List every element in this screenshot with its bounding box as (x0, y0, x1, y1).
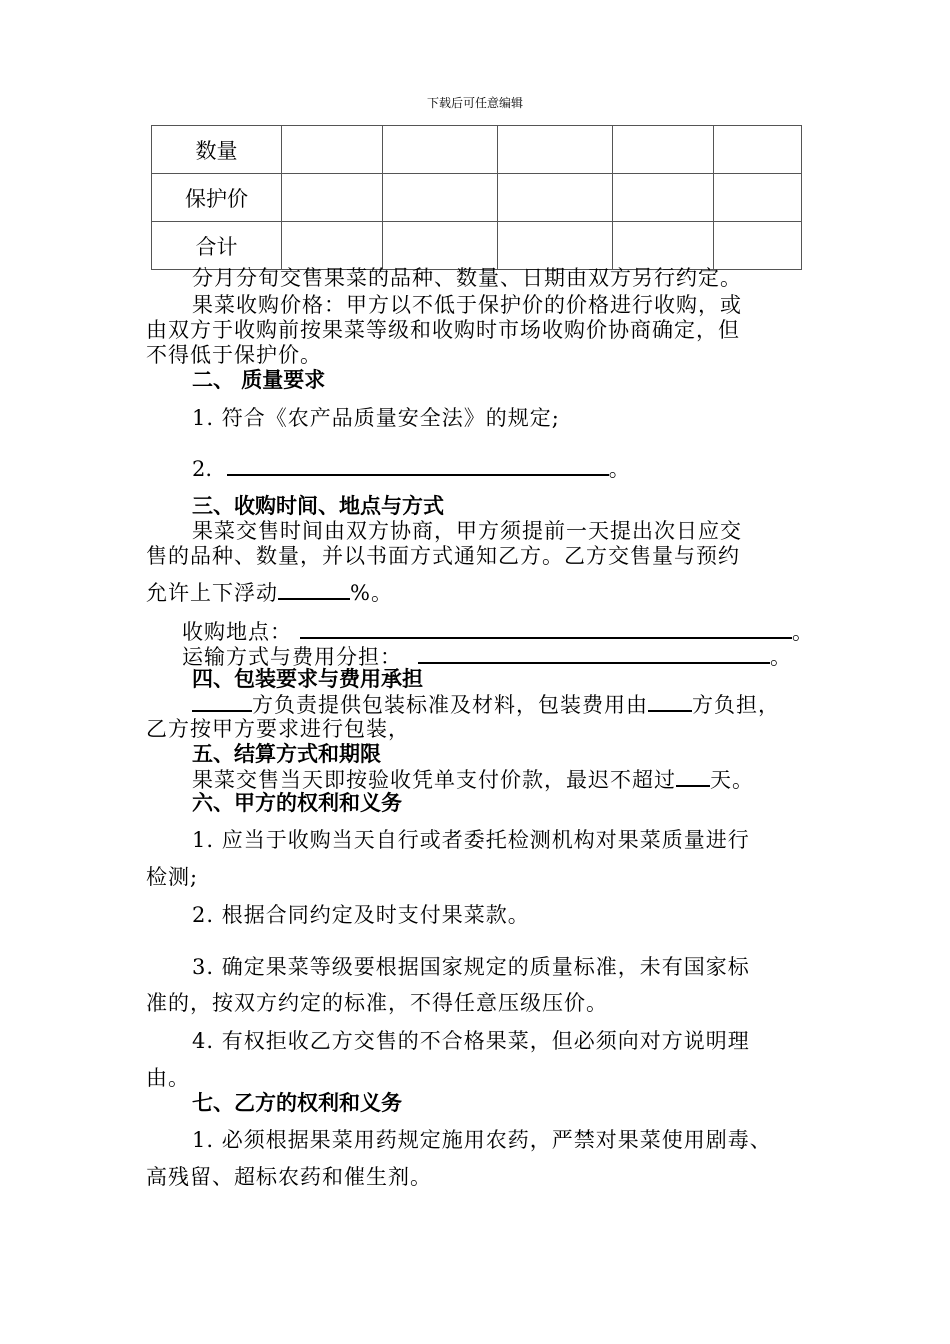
table-cell (714, 126, 802, 174)
table-cell (383, 174, 498, 222)
list-item-continued: 高残留、超标农药和催生剂。 (146, 1165, 432, 1189)
text: %。 (350, 581, 393, 605)
paragraph: 由双方于收购前按果菜等级和收购时市场收购价协商确定，但 (146, 318, 740, 342)
list-item-continued: 准的，按双方约定的标准，不得任意压级压价。 (146, 991, 608, 1015)
table-cell (613, 126, 714, 174)
table-cell (498, 126, 613, 174)
paragraph (146, 578, 393, 607)
text: 。 (792, 620, 814, 644)
list-item: 3. 确定果菜等级要根据国家规定的质量标准，未有国家标 (192, 955, 750, 979)
table-cell (498, 222, 613, 270)
quantity-price-table (151, 125, 802, 270)
table-cell (383, 222, 498, 270)
blank-field[interactable] (227, 454, 609, 476)
table-cell (613, 222, 714, 270)
paragraph: 果菜收购价格：甲方以不低于保护价的价格进行收购，或 (192, 293, 742, 317)
section-heading: 三、收购时间、地点与方式 (192, 494, 444, 518)
blank-field[interactable] (192, 690, 252, 712)
list-item: 1. 应当于收购当天自行或者委托检测机构对果菜质量进行 (192, 828, 750, 852)
text: 允许上下浮动 (146, 581, 278, 605)
table-row (152, 222, 802, 270)
blank-field[interactable] (278, 578, 350, 600)
section-heading: 二、 质量要求 (192, 368, 326, 392)
paragraph: 果菜交售时间由双方协商，甲方须提前一天提出次日应交 (192, 519, 742, 543)
list-item-continued: 由。 (146, 1066, 190, 1090)
table-cell (714, 174, 802, 222)
row-label: 保护价 (152, 174, 282, 222)
table-cell (282, 174, 383, 222)
place-label: 收购地点： (182, 620, 292, 644)
row-label: 数量 (152, 126, 282, 174)
paragraph: 不得低于保护价。 (146, 343, 322, 367)
section-heading: 五、结算方式和期限 (192, 742, 381, 766)
paragraph: 售的品种、数量，并以书面方式通知乙方。乙方交售量与预约 (146, 544, 740, 568)
item-number: 2. (192, 457, 219, 481)
table-cell (613, 174, 714, 222)
text: 果菜交售当天即按验收凭单支付价款，最迟不超过 (192, 768, 676, 792)
text: 方负担， (692, 693, 780, 717)
blank-field[interactable] (676, 765, 710, 787)
table-cell (383, 126, 498, 174)
list-item (192, 454, 630, 483)
item-suffix: 。 (608, 457, 630, 481)
place-field[interactable] (300, 617, 792, 639)
text: 。 (770, 645, 792, 669)
table-cell (498, 174, 613, 222)
section-heading: 七、乙方的权利和义务 (192, 1091, 402, 1115)
list-item: 2. 根据合同约定及时支付果菜款。 (192, 903, 530, 927)
transport-field[interactable] (418, 642, 770, 664)
list-item-continued: 检测; (146, 865, 199, 889)
text: 方负责提供包装标准及材料，包装费用由 (252, 693, 648, 717)
list-item: 1. 必须根据果菜用药规定施用农药，严禁对果菜使用剧毒、 (192, 1128, 772, 1152)
blank-field[interactable] (648, 690, 692, 712)
section-heading: 六、甲方的权利和义务 (192, 791, 402, 815)
table-row (152, 174, 802, 222)
table-cell (282, 222, 383, 270)
list-item: 4. 有权拒收乙方交售的不合格果菜，但必须向对方说明理 (192, 1029, 750, 1053)
transport-label: 运输方式与费用分担： (182, 645, 402, 669)
paragraph: 乙方按甲方要求进行包装， (146, 717, 410, 741)
paragraph: 分月分旬交售果菜的品种、数量、日期由双方另行约定。 (192, 266, 742, 290)
section-heading: 四、包装要求与费用承担 (192, 667, 423, 691)
table-row (152, 126, 802, 174)
page-header-note: 下载后可任意编辑 (426, 96, 523, 110)
list-item: 1. 符合《农产品质量安全法》的规定; (192, 406, 560, 430)
row-label: 合计 (152, 222, 282, 270)
table-cell (714, 222, 802, 270)
table-cell (282, 126, 383, 174)
text: 天。 (710, 768, 754, 792)
